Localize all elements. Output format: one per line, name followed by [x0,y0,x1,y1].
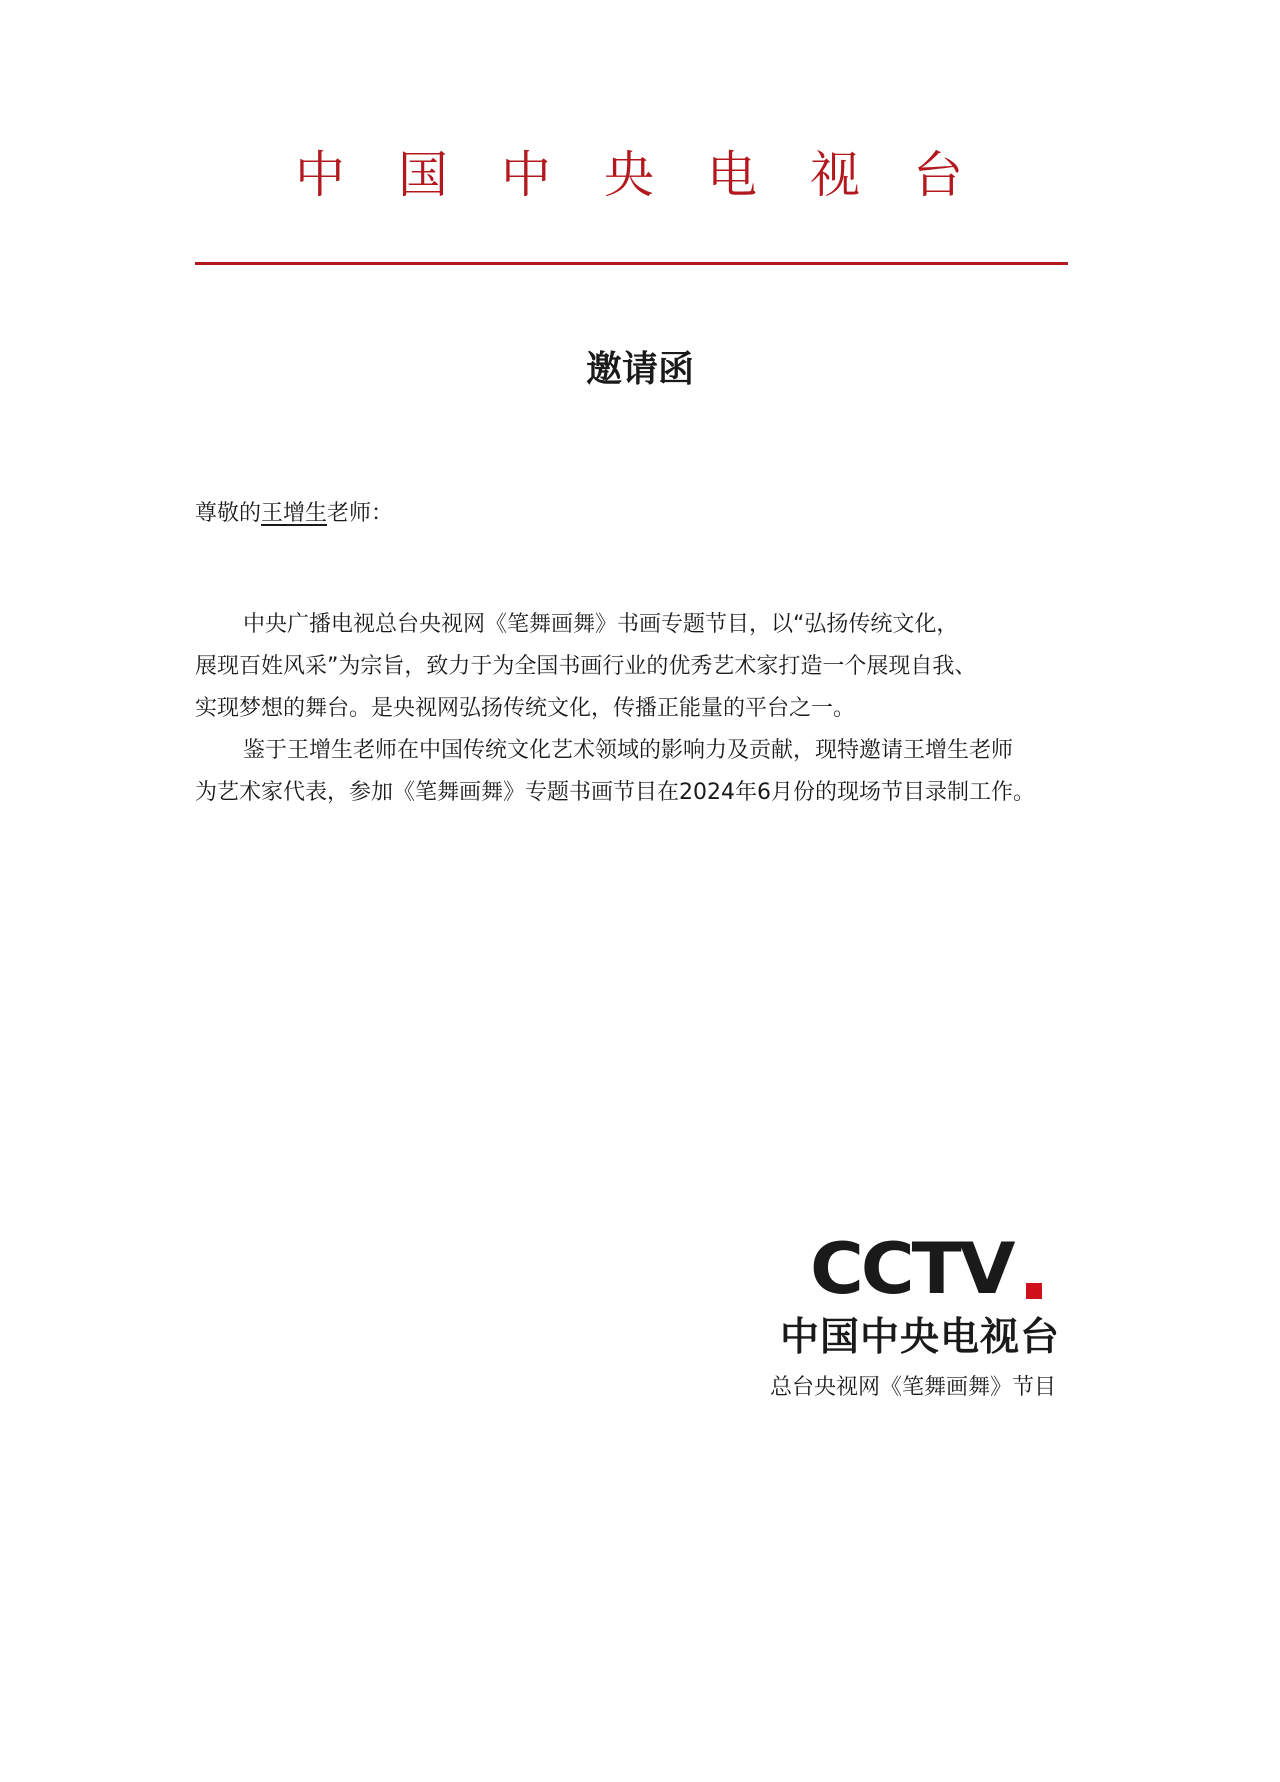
body-line: 实现梦想的舞台。是央视网弘扬传统文化，传播正能量的平台之一。 [195,696,856,721]
salutation-suffix: 老师： [327,501,394,526]
letterhead-char: 国 [398,146,448,204]
letterhead [0,140,1280,210]
letterhead-char: 台 [913,146,963,204]
salutation [195,496,393,532]
body-line: 鉴于王增生老师在中国传统文化艺术领域的影响力及贡献，现特邀请王增生老师 [243,738,1014,763]
cctv-letters: CCTV [810,1228,1013,1310]
letterhead-divider [195,262,1068,265]
letterhead-char: 中 [501,146,551,204]
letterhead-char: 央 [604,146,654,204]
cctv-wordmark [810,1228,1013,1310]
body-paragraph-2 [195,730,1075,814]
letterhead-char: 视 [810,146,860,204]
recipient-name: 王增生 [261,501,328,526]
cctv-chinese-name: 中国中央电视台 [780,1315,1061,1360]
body-line: 中央广播电视总台央视网《笔舞画舞》书画专题节目，以“弘扬传统文化， [243,612,959,637]
letterhead-char: 中 [295,146,345,204]
document-title: 邀请函 [585,349,694,390]
body-line: 展现百姓风采”为宗旨，致力于为全国书画行业的优秀艺术家打造一个展现自我、 [195,654,977,679]
body-line: 为艺术家代表，参加《笔舞画舞》专题书画节目在2024年6月份的现场节目录制工作。 [195,780,1035,805]
cctv-red-dot-icon [1026,1283,1042,1299]
footer-program-note: 总台央视网《笔舞画舞》节目 [770,1375,1057,1400]
salutation-prefix: 尊敬的 [195,501,262,526]
letterhead-char: 电 [707,146,757,204]
body-paragraph-1 [195,604,1075,730]
